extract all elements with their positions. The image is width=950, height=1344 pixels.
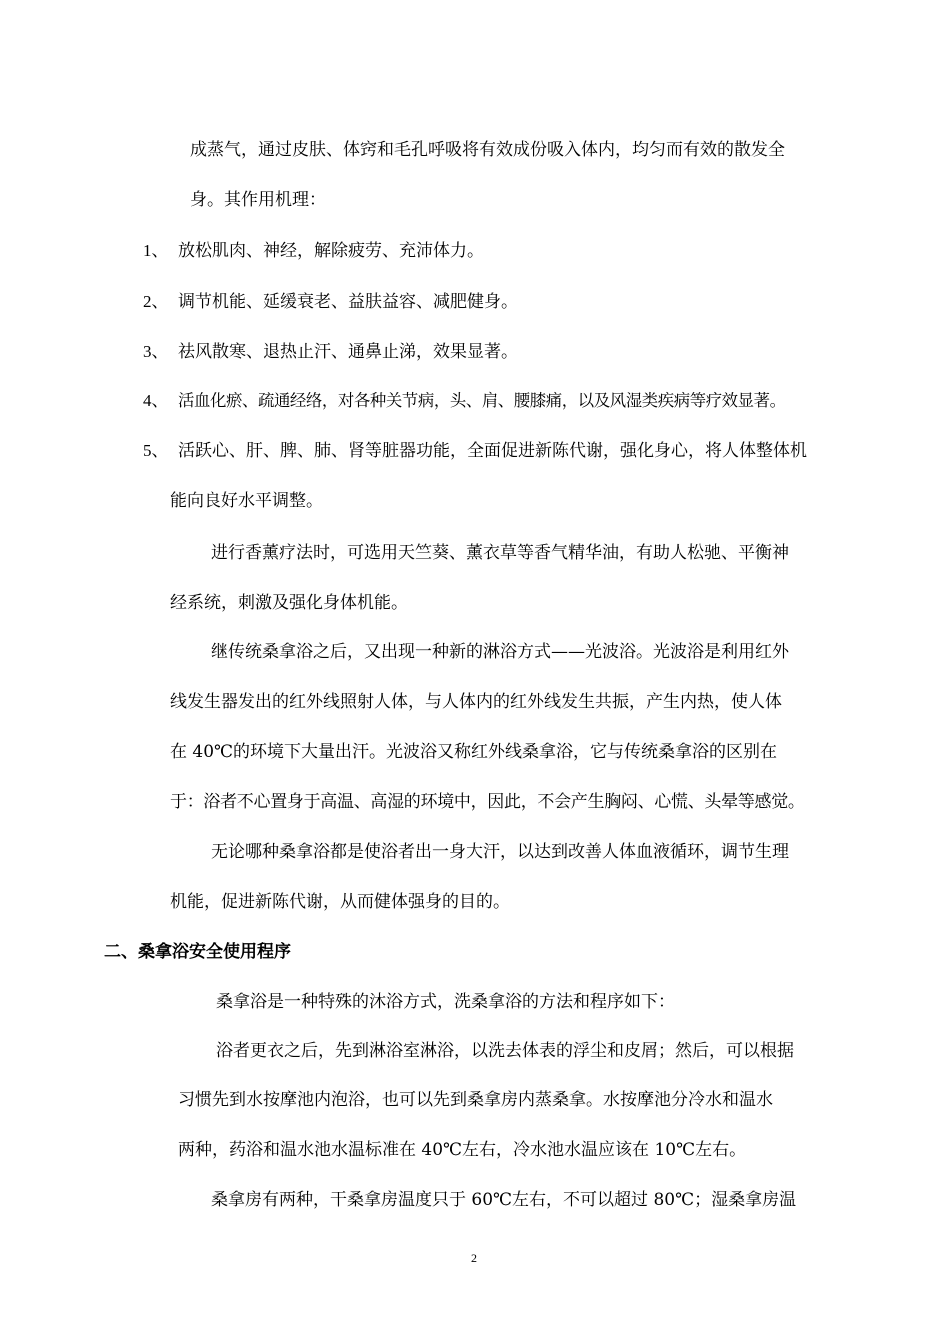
light-paragraph-line-4: 于：浴者不心置身于高温、高湿的环境中，因此，不会产生胸闷、心慌、头晕等感觉。 bbox=[170, 792, 805, 812]
mechanism-3-text: 祛风散寒、退热止汗、通鼻止涕，效果显著。 bbox=[178, 342, 518, 362]
page-number: 2 bbox=[471, 1251, 477, 1265]
light-paragraph-line-3: 在 40℃的环境下大量出汗。光波浴又称红外线桑拿浴，它与传统桑拿浴的区别在 bbox=[170, 742, 778, 762]
aroma-paragraph-line-2: 经系统，刺激及强化身体机能。 bbox=[170, 593, 408, 613]
mechanism-3-number: 3、 bbox=[143, 342, 169, 361]
light-paragraph-line-2: 线发生器发出的红外线照射人体，与人体内的红外线发生共振，产生内热，使人体 bbox=[170, 692, 782, 712]
mechanism-4-number: 4、 bbox=[143, 391, 169, 410]
mechanism-2-number: 2、 bbox=[143, 292, 169, 311]
intro-line-2: 身。其作用机理： bbox=[190, 190, 326, 210]
steps-paragraph-line-3: 两种，药浴和温水池水温标准在 40℃左右，冷水池水温应该在 10℃左右。 bbox=[178, 1140, 747, 1160]
mechanism-2-text: 调节机能、延缓衰老、益肤益容、减肥健身。 bbox=[178, 292, 518, 312]
purpose-paragraph-line-2: 机能，促进新陈代谢，从而健体强身的目的。 bbox=[170, 892, 510, 912]
purpose-paragraph-line-1: 无论哪种桑拿浴都是使浴者出一身大汗，以达到改善人体血液循环，调节生理 bbox=[211, 842, 789, 862]
intro-line-1: 成蒸气，通过皮肤、体窍和毛孔呼吸将有效成份吸入体内，均匀而有效的散发全 bbox=[190, 140, 785, 160]
mechanism-5-text-line-1: 活跃心、肝、脾、肺、肾等脏器功能，全面促进新陈代谢，强化身心，将人体整体机 bbox=[178, 441, 807, 461]
steps-paragraph-line-2: 习惯先到水按摩池内泡浴，也可以先到桑拿房内蒸桑拿。水按摩池分冷水和温水 bbox=[178, 1090, 773, 1110]
light-paragraph-line-1: 继传统桑拿浴之后，又出现一种新的淋浴方式——光波浴。光波浴是利用红外 bbox=[211, 642, 789, 662]
method-paragraph-line-1: 桑拿浴是一种特殊的沐浴方式，洗桑拿浴的方法和程序如下： bbox=[216, 992, 675, 1012]
section-heading: 二、桑拿浴安全使用程序 bbox=[104, 942, 291, 962]
aroma-paragraph-line-1: 进行香薰疗法时，可选用天竺葵、薰衣草等香气精华油，有助人松驰、平衡神 bbox=[211, 543, 789, 563]
mechanism-1-text: 放松肌肉、神经，解除疲劳、充沛体力。 bbox=[178, 241, 484, 261]
mechanism-5-text-line-2: 能向良好水平调整。 bbox=[170, 491, 323, 511]
mechanism-4-text: 活血化瘀、疏通经络，对各种关节病，头、肩、腰膝痛，以及风湿类疾病等疗效显著。 bbox=[178, 391, 786, 410]
mechanism-1-number: 1、 bbox=[143, 241, 169, 260]
rooms-paragraph-line-1: 桑拿房有两种，干桑拿房温度只于 60℃左右，不可以超过 80℃；湿桑拿房温 bbox=[211, 1190, 797, 1210]
mechanism-5-number: 5、 bbox=[143, 441, 169, 460]
steps-paragraph-line-1: 浴者更衣之后，先到淋浴室淋浴，以洗去体表的浮尘和皮屑；然后，可以根据 bbox=[216, 1041, 794, 1061]
